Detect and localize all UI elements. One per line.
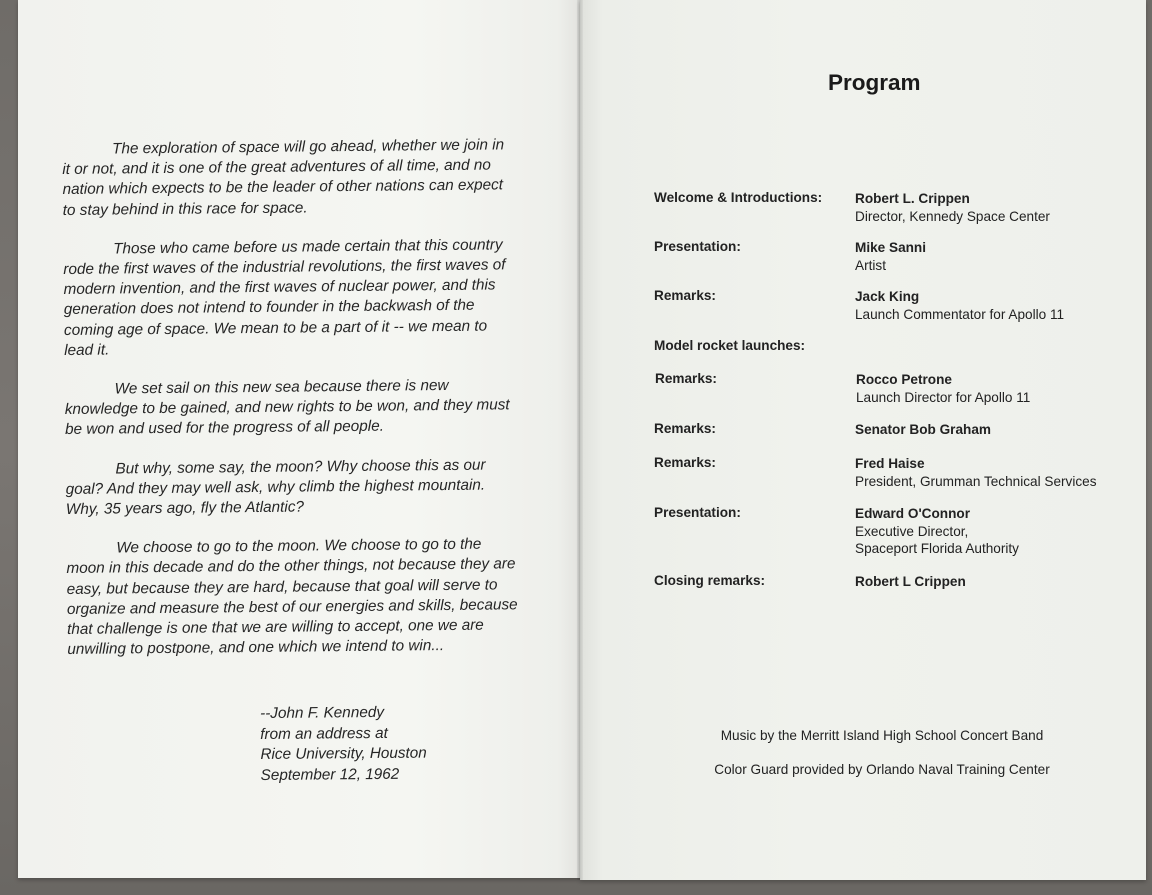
program-role: Presentation: [654,505,741,520]
program-role: Presentation: [654,239,741,254]
kennedy-quote [62,135,520,679]
program-speaker [855,239,926,274]
speaker-title: Executive Director, [855,523,969,539]
quote-attribution [260,703,427,786]
speaker-title: Spaceport Florida Authority [855,541,1019,556]
quote-paragraph: Those who came before us made certain that this country rode the first waves of the industrial revolutions, the first waves of modern invention, and the first waves of nuclear power, and this generation does not intend to founder in the backwash of the coming age of space. We mean to be a part of it -- we mean to lead it. [63,236,506,359]
program-role: Welcome & Introductions: [654,190,823,205]
program-speaker [856,371,1030,406]
speaker-name: Robert L Crippen [855,574,966,589]
center-fold [577,0,583,880]
quote-paragraph: But why, some say, the moon? Why choose this as our goal? And they may well ask, why climb the highest mountain. Why, 35 years ago, fly the Atlantic? [65,456,486,519]
program-speaker [855,573,966,591]
program-role: Model rocket launches: [654,338,806,353]
speaker-name: Senator Bob Graham [855,422,991,437]
quote-paragraph: We set sail on this new sea because there is new knowledge to be gained, and new rights to be won, and they must be won and used for the progress of all people. [64,376,510,439]
speaker-name: Mike Sanni [855,240,927,255]
program-role: Remarks: [654,288,716,303]
program-role: Remarks: [654,455,716,470]
attribution-line: from an address at [260,724,388,743]
program-role: Closing remarks: [654,573,766,588]
attribution-line: Rice University, Houston [260,744,427,763]
speaker-title: Director, Kennedy Space Center [855,208,1050,224]
attribution-line: --John F. Kennedy [260,703,385,722]
color-guard-credit: Color Guard provided by Orlando Naval Training Center [714,762,1050,777]
speaker-title: Launch Director for Apollo 11 [856,389,1031,405]
program-speaker [855,190,1050,225]
speaker-title: President, Grumman Technical Services [855,473,1097,489]
program-speaker [855,505,1019,558]
music-credit: Music by the Merritt Island High School Concert Band [720,728,1044,743]
program-speaker [855,421,991,439]
speaker-name: Jack King [855,289,920,304]
speaker-name: Fred Haise [855,456,925,471]
speaker-title: Launch Commentator for Apollo 11 [855,306,1065,322]
quote-paragraph: The exploration of space will go ahead, whether we join in it or not, and it is one of the great adventures of all time, and no nation which expects to be the leader of other nations can expect to stay behind in this race for space. [62,136,505,219]
attribution-line: September 12, 1962 [260,765,400,784]
program-title: Program [828,70,921,95]
right-page [580,0,1146,880]
program-role: Remarks: [654,421,716,436]
speaker-name: Robert L. Crippen [855,191,970,206]
program-role: Remarks: [655,371,717,386]
program-speaker [855,455,1097,490]
speaker-title: Artist [855,257,886,273]
program-speaker [855,288,1064,323]
quote-paragraph: We choose to go to the moon. We choose to go to the moon in this decade and do the other things, not because they are easy, but because they are hard, because that goal will serve to organize and measure the best of our energies and skills, because that challenge is one that we are willing to accept, one we are unwilling to postpone, and one which we intend to win... [66,535,518,659]
speaker-name: Edward O'Connor [855,506,971,521]
speaker-name: Rocco Petrone [856,372,952,387]
